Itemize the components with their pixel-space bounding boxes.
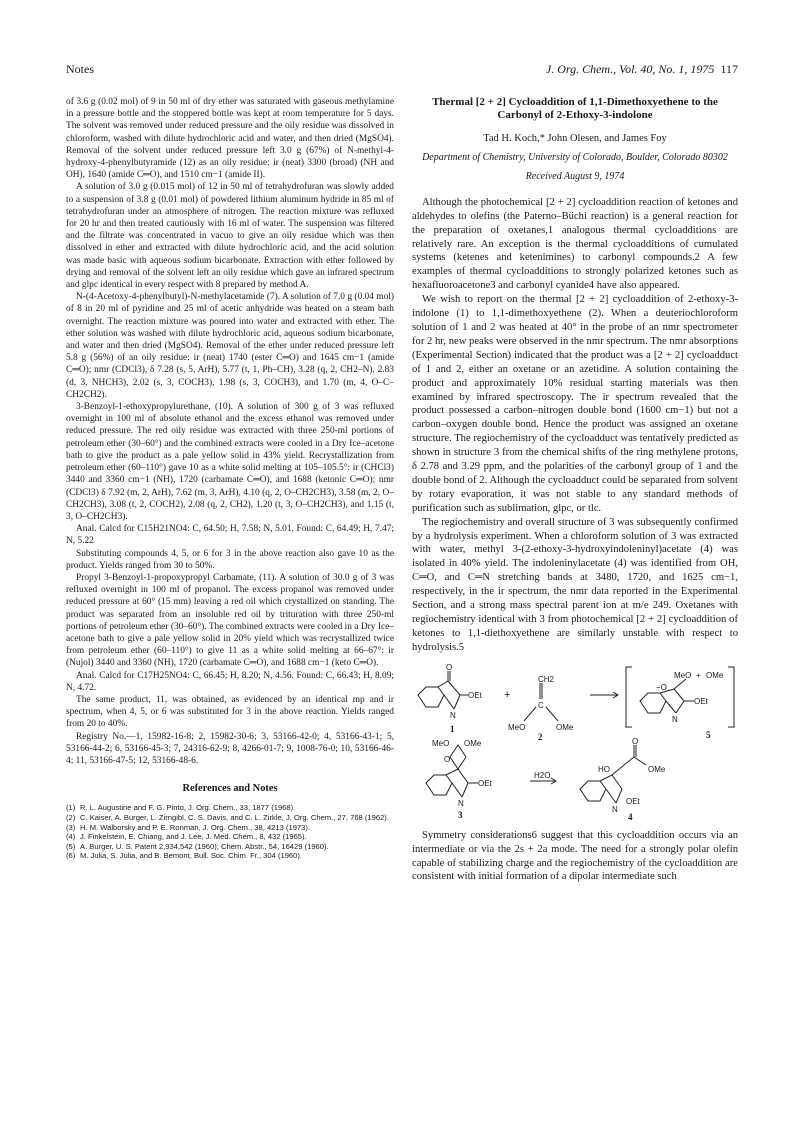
reference-text: J. Finkelstein, E. Chiang, and J. Lee, J. Med. Chem., 8, 432 (1965).	[80, 832, 307, 842]
paragraph: Although the photochemical [2 + 2] cycloaddition reaction of ketones and aldehydes to olefins (the Paterno–Büchi reaction) is a general reaction for the preparation of oxetanes,1 analogous thermal cycloadditions are relatively rare. An exception is the thermal cycloadditions of cumulated systems (ketenes and ketenimines) to carbonyl compounds.2 A few examples of thermal cycloadditions to strongly polarized ketones such as hexafluoroacetone3 and carbonyl cyanide4 have also appeared.	[412, 196, 738, 292]
author-affiliation: Department of Chemistry, University of Colorado, Boulder, Colorado 80302	[422, 151, 728, 163]
reference-text: A. Burger, U. S. Patent 2,934,542 (1960); Chem. Abstr., 54, 16429 (1960).	[80, 841, 329, 851]
paragraph: A solution of 3.0 g (0.015 mol) of 12 in 50 ml of tetrahydrofuran was slowly added to a suspension of 3.8 g (0.01 mol) of powdered lithium aluminum hydride in 85 ml of tetrahydrofuran under an atmosphere of nitrogen. The reaction mixture was refluxed for 20 hr and then treated cautiously with 16 ml of water. The suspension was filtered and the filtrate was concentrated in vacuo to give an oily residue which was then dissolved in ether and extracted with dilute hydrochloric acid, and the acid solution was made basic with aqueous sodium bicarbonate. Extraction with ether followed by drying and removal of the solvent left an oily residue which gave an infrared spectrum and glpc identical in every respect with 8 prepared by method A.	[66, 182, 394, 291]
scheme-label: O	[446, 662, 453, 672]
scheme-label: MeO	[674, 670, 692, 680]
paragraph: We wish to report on the thermal [2 + 2] cycloaddition of 2-ethoxy-3-indolone (1) to 1,1-dimethoxyethene (2). When a deuteriochloroform solution of 1 and 2 was heated at 40° in the probe of an nmr spectrometer for 2 hr, new peaks were observed in the nmr spectrum. The nmr absorptions (Experimental Section) indicated that the product was a [2 + 2] cycloadduct of 1 and 2, either an oxetane or an azetidine. A solution containing the product and approximately 10% residual starting materials was then examined by infrared spectroscopy. The ir spectrum revealed that the product possessed a carbon–nitrogen double bond (1600 cm−1) but not a carbon–oxygen double bond. Hence the product was assigned an oxetane structure. The regiochemistry of the cycloadduct was tentatively predicted as shown in structure 3 from the chemical shifts of the ring methylene protons, δ 2.78 and 3.29 ppm, and the polarities of the carbonyl group of 1 and the double bond of 2. Although the cycloadduct could be separated from solvent by rotary evaporation, it was not stable to any standard methods of purification such as sublimation, glpc, or tlc.	[412, 294, 738, 514]
registry-numbers: Registry No.—1, 15982-16-8; 2, 15982-30-6; 3, 53166-42-0; 4, 53166-43-1; 5, 53166-44-2; 6, 53166-45-3; 7, 24316-62-9; 8, 4266-01-7; 9, 1008-76-0; 10, 53166-46-4; 11, 53166-47-5; 12, 53166-48-6.	[66, 731, 394, 766]
scheme-label: MeO	[432, 738, 450, 748]
compound-number: 3	[458, 809, 463, 820]
reference-item	[66, 851, 394, 861]
paragraph: The same product, 11, was obtained, as evidenced by an identical mp and ir spectrum, when 4, 5, or 6 was substituted for 3 in the above reaction. Yields ranged from 20 to 40%.	[66, 694, 394, 730]
scheme-label: C	[538, 700, 544, 710]
running-header-right	[546, 62, 738, 77]
scheme-label: N	[458, 798, 464, 808]
compound-number: 2	[538, 731, 543, 742]
paragraph: N-(4-Acetoxy-4-phenylbutyl)-N-methylacetamide (7). A solution of 7.0 g (0.04 mol) of 8 in 20 ml of pyridine and 25 ml of acetic anhydride was heated on a steam bath overnight. The reaction mixture was poured into water and extracted with ether. The ether solution was washed with dilute hydrochloric acid, aqueous sodium bicarbonate, and water and then dried (MgSO4). Removal of the ether under reduced pressure left 5.8 g (56%) of an oily residue: ir (neat) 1740 (ester C═O) and 1645 cm−1 (amide C═O); nmr (CDCl3), δ 7.28 (s, 5, ArH), 5.77 (t, 1, Ph–CH), 3.28 (q, 2, CH2–N), 2.83 (d, 3, NHCH3), 2.02 (s, 3, COCH3), 1.98 (s, 3, COCH3), and 1.70 (m, 4, O–C–CH2CH2).	[66, 292, 394, 400]
paragraph: Propyl 3-Benzoyl-1-propoxypropyl Carbamate, (11). A solution of 30.0 g of 3 was refluxed overnight in 100 ml of propanol. The excess propanol was removed under reduced pressure at 60° (15 mm) leaving a red oil which crystallized on standing. The product was separated from an insoluble red oil by trituration with three 250-ml portions of petroleum ether (30–60°). The combined extracts were cooled in a Dry Ice–acetone bath to give a pale yellow solid in 20% yield which was recrystallized twice from petroleum ether (60–110°) to give 11 as a white solid melting at 66–67°: ir (Nujol) 3440 and 3360 (NH), 1720 (carbamate C═O), and 1688 cm−1 (keto C═O).	[66, 572, 394, 669]
scheme-label: −O	[656, 682, 667, 692]
compound-number: 1	[450, 723, 455, 734]
scheme-label: OMe	[706, 670, 724, 680]
reference-item	[66, 832, 394, 842]
article-title: Thermal [2 + 2] Cycloaddition of 1,1-Dimethoxyethene to the Carbonyl of 2-Ethoxy-3-indolone	[432, 96, 718, 121]
reference-number: (2)	[66, 812, 76, 822]
journal-citation: J. Org. Chem., Vol. 40, No. 1, 1975	[545, 62, 715, 76]
scheme-label: HO	[598, 764, 610, 774]
reference-number: (6)	[66, 851, 76, 861]
scheme-label: OEt	[626, 796, 640, 806]
page-number: 117	[720, 62, 738, 76]
scheme-label: OEt	[478, 778, 492, 788]
reference-number: (1)	[66, 803, 76, 813]
reference-list	[66, 803, 394, 861]
paragraph: of 3.6 g (0.02 mol) of 9 in 50 ml of dry ether was saturated with gaseous methylamine in a pressure bottle and the stoppered bottle was kept at room temperature for 5 days. The solvent was removed under reduced pressure and the oily residue was dissolved in chloroform, washed with dilute hydrochloric acid and water, and then dried (MgSO4). Removal of the solvent under reduced pressure left 3.0 g (67%) of N-methyl-4-hydroxy-4-phenylbutyramide (12) as an oily residue: ir (neat) 3300 (broad) (NH and OH), 1640 (amide C═O), and 1510 cm−1 (amide II).	[66, 97, 394, 181]
scheme-label: N	[450, 710, 456, 720]
scheme-label: N	[612, 804, 618, 814]
reference-item	[66, 842, 394, 852]
running-header-left: Notes	[66, 62, 94, 76]
scheme-label: O	[444, 754, 451, 764]
scheme-label: MeO	[508, 722, 526, 732]
right-column	[412, 96, 738, 884]
paragraph: 3-Benzoyl-1-ethoxypropylurethane, (10). A solution of 300 g of 3 was refluxed overnight in 100 ml of absolute ethanol and the excess ethanol was removed under reduced pressure. The red oily residue was extracted with three 250-ml portions of petroleum ether (30–60°) and the combined extracts were cooled in a Dry Ice–acetone bath to give the product as a pale yellow solid in 43% yield. Recrystallization from petroleum ether (60–110°) gave 10 as a white solid melting at 105–105.5°: ir (CHCl3) 3440 and 3360 cm−1 (NH), 1720 (carbamate C═O), and 1688 (ketonic C═O); nmr (CDCl3) δ 7.92 (m, 2, ArH), 7.62 (m, 3, ArH), 4.10 (q, 2, O–CH2CH3), 3.58 (m, 2, O–CH2CH3), 3.08 (t, 2, COCH2), 2.08 (q, 2, CH2), 1.20 (t, 3, O–CH2CH3), and 1.15 (t, 3, O–CH2CH3).	[66, 402, 394, 522]
reference-text: C. Kaiser, A. Burger, L. Zirngibl, C. S. Davis, and C. L. Zirkle, J. Org. Chem., 27, 768 (1962).	[80, 812, 389, 822]
scheme-label: OMe	[556, 722, 574, 732]
paragraph: Anal. Calcd for C17H25NO4: C, 66.45; H, 8.20; N, 4.56. Found: C, 66.43; H, 8.09; N, 4.72.	[66, 670, 394, 693]
scheme-label: CH2	[538, 674, 555, 684]
scheme-label: OEt	[468, 690, 482, 700]
reference-item	[66, 803, 394, 813]
compound-number: 5	[706, 729, 711, 740]
scheme-label: O	[632, 736, 639, 746]
reference-item	[66, 823, 394, 833]
reference-number: (3)	[66, 822, 76, 832]
reference-number: (4)	[66, 832, 76, 842]
scheme-label: OMe	[648, 764, 666, 774]
compound-number: 4	[628, 811, 633, 822]
received-date: Received August 9, 1974	[525, 170, 625, 182]
scheme-label: OEt	[694, 696, 708, 706]
scheme-label: N	[672, 714, 678, 724]
paragraph: Symmetry considerations6 suggest that this cycloaddition occurs via an intermediate or via the 2s + 2a mode. The need for a strongly polar olefin capable of stabilizing charge and the regiochemistry of the cycloaddition are consistent with initial formation of a dipolar intermediate such	[412, 829, 738, 883]
reference-text: H. M. Walborsky and P. E. Ronman, J. Org. Chem., 38, 4213 (1973).	[80, 822, 311, 832]
reference-text: M. Julia, S. Julia, and B. Bemont, Bull. Soc. Chim. Fr., 304 (1960).	[80, 851, 303, 861]
scheme-label: +	[696, 670, 701, 680]
references-heading: References and Notes	[182, 783, 278, 795]
paragraph: Substituting compounds 4, 5, or 6 for 3 in the above reaction also gave 10 as the product. Yields ranged from 30 to 50%.	[66, 548, 394, 571]
scheme-label: H2O	[534, 770, 551, 780]
scheme-label: OMe	[464, 738, 482, 748]
article-authors: Tad H. Koch,* John Olesen, and James Foy	[483, 133, 667, 144]
paragraph: Anal. Calcd for C15H21NO4: C, 64.50; H, 7.58; N, 5.01. Found: C, 64.49; H, 7.47; N, 5.22	[66, 524, 394, 547]
left-column	[66, 96, 394, 861]
paragraph: The regiochemistry and overall structure of 3 was subsequently confirmed by a hydrolysis experiment. When a chloroform solution of 3 was extracted with water, methyl 3-(2-ethoxy-3-hydroxyindoleninyl)acetate (4) was isolated in 40% yield. The indoleninylacetate (4) was identified from OH, C═O, and C═N stretching bands at 3480, 1720, and 1625 cm−1, respectively, in the ir spectrum, the nmr data reported in the Experimental Section, and a strong mass spectral parent ion at m/e 249. Oxetanes with regiochemistry identical with 3 from photochemical [2 + 2] cycloaddition of ketones to 1,1-diethoxyethene are similarly unstable with respect to hydrolysis.5	[412, 516, 738, 653]
scheme-label: +	[504, 688, 511, 701]
reference-number: (5)	[66, 841, 76, 851]
reference-text: R. L. Augustine and F. G. Pinto, J. Org. Chem., 33, 1877 (1968).	[80, 803, 296, 813]
reaction-scheme	[412, 662, 738, 822]
reference-item	[66, 813, 394, 823]
